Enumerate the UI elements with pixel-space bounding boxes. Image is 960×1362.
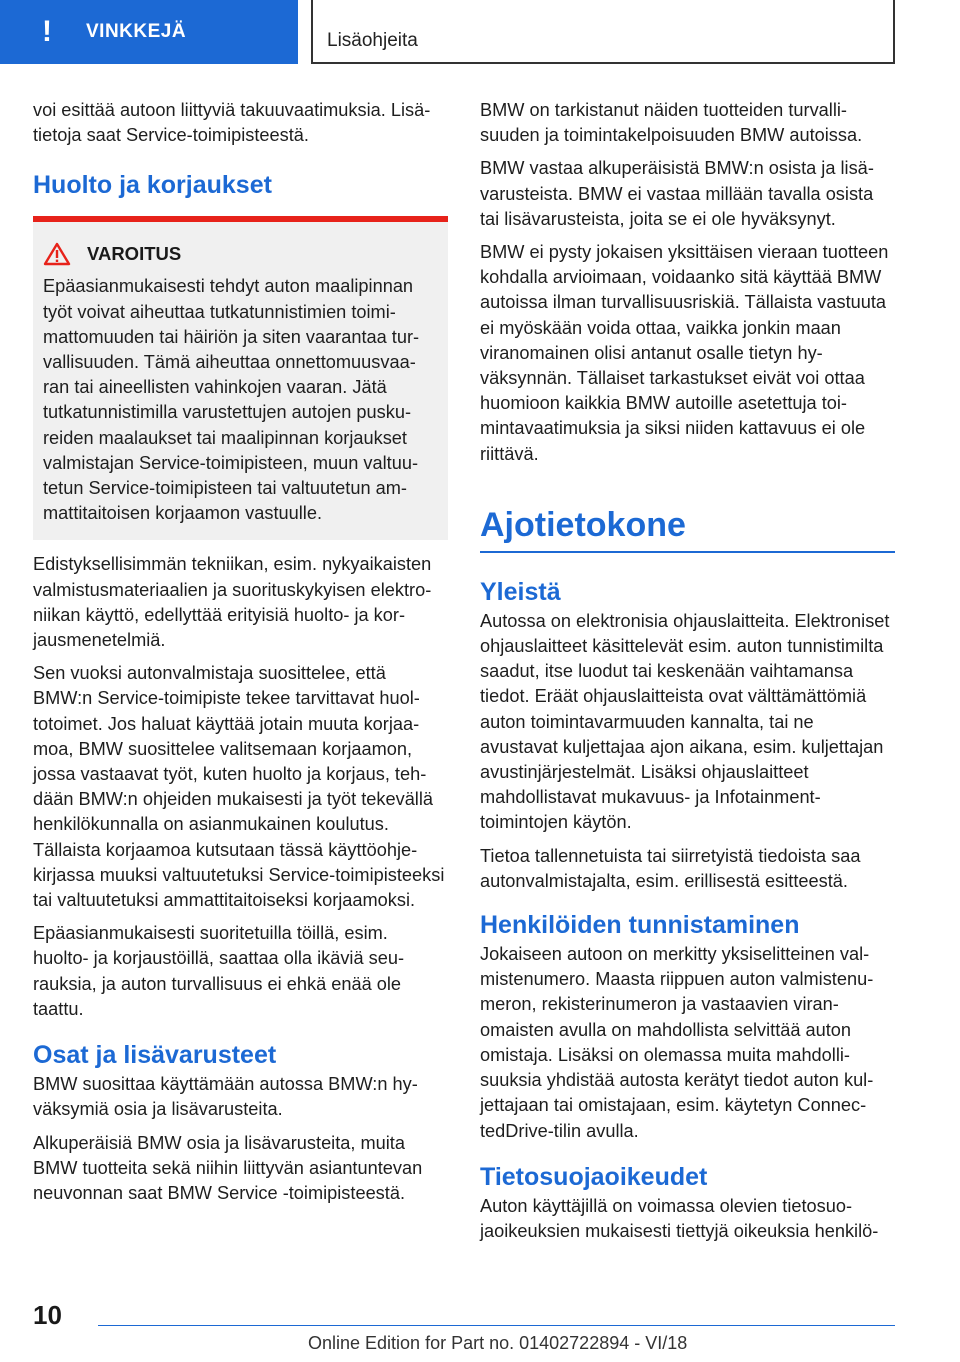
paragraph: BMW vastaa alkuperäisistä BMW:n osista ja lisävarusteista. BMW ei vastaa millään tavalla osista tai lisävarusteista, joita se ei ole hyväksynyt. [480, 158, 874, 229]
footer-edition: Online Edition for Part no. 01402722894 - VI/18 [308, 1333, 688, 1353]
footer-rule [98, 1325, 895, 1326]
paragraph: Edistyksellisimmän tekniikan, esim. nykyaikaisten valmistusmateriaalien ja suorituskykyisen elektroniikan käyttö, edellyttää erityisiä huolto- ja korjausmenetelmiä. [33, 554, 432, 651]
left-column [33, 98, 448, 1214]
paragraph: Autossa on elektronisia ohjauslaitteita. Elektroniset ohjauslaitteet käsittelevät esim. auton tunnistimilta saadut, itse luodut tai keskenään vaihtamansa tiedot. Eräät ohjauslaitteista ovat välttämättömiä auton toimintavarmuuden kannalta, tai ne avustavat kuljettajaa ajon aikana, esim. kuljettajan avustinjärjestelmät. Lisäksi ohjauslaitteet mahdollistavat mukavuus- ja Infotainment-toimintojen käytön. [480, 610, 890, 833]
heading-yleista: Yleistä [480, 577, 561, 606]
warning-triangle-icon [43, 242, 71, 266]
heading-ajotietokone: Ajotietokone [480, 505, 686, 544]
warning-title: VAROITUS [87, 243, 182, 265]
heading-huolto-ja-korjaukset: Huolto ja korjaukset [33, 171, 272, 200]
heading-osat-ja-lisavarusteet: Osat ja lisävarusteet [33, 1041, 277, 1070]
page-number: 10 [33, 1300, 62, 1330]
chapter-tab [0, 0, 298, 64]
chapter-tab-label: VINKKEJÄ [86, 21, 187, 42]
warning-header [43, 242, 434, 266]
warning-text: Epäasianmukaisesti tehdyt auton maalipinnan työt voivat aiheuttaa tutkatunnistimien toimimattomuuden tai häiriön ja siten vaarantaa turvallisuuden. Tämä aiheuttaa onnettomuusvaaran tai aineellisten vahinkojen vaaran. Jätä tutkatunnistimilla varustettujen autojen puskureiden maalaukset tai maalipinnan korjaukset valmistajan Service-toimipisteen, muun valtuutetun Service-toimipisteen tai valtuutetun ammattitaitoisen korjaamon vastuulle. [43, 276, 420, 524]
warning-box [33, 216, 448, 540]
paragraph: Epäasianmukaisesti suoritetuilla töillä, esim. huolto- ja korjaustöillä, saattaa olla ikäviä seurauksia, ja auton turvallisuus ei ehkä enää ole taattu. [33, 923, 405, 1019]
section-header-box [311, 0, 895, 64]
right-column [480, 98, 895, 1252]
tips-exclamation-icon: ! [42, 15, 52, 48]
intro-paragraph: voi esittää autoon liittyviä takuuvaatimuksia. Lisätietoja saat Service-toimipisteestä. [33, 100, 431, 146]
paragraph: Jokaiseen autoon on merkitty yksiselitteinen valmistenumero. Maasta riippuen auton valmistenumeron, rekisterinumeron ja vastaavien viranomaisten avulla on mahdollista selvittää auton omistaja. Lisäksi on olemassa muita mahdollisuuksia yhdistää autosta kerätyt tiedot auton kuljettajaan tai omistajaan, esim. käytetyn ConnectedDrive-tilin avulla. [480, 944, 874, 1141]
heading-rule [480, 551, 895, 553]
heading-tietosuojaoikeudet: Tietosuojaoikeudet [480, 1162, 708, 1191]
paragraph: Tietoa tallennetuista tai siirretyistä tiedoista saa autonvalmistajalta, esim. erillisestä esitteestä. [480, 845, 861, 891]
paragraph: BMW suosittaa käyttämään autossa BMW:n hyväksymiä osia ja lisävarusteita. [33, 1074, 418, 1120]
paragraph: BMW on tarkistanut näiden tuotteiden turvallisuuden ja toimintakelpoisuuden BMW autoissa. [480, 100, 863, 146]
paragraph: Alkuperäisiä BMW osia ja lisävarusteita, muita BMW tuotteita sekä niihin liittyvän asiantuntevan neuvonnan saat BMW Service -toimipisteestä. [33, 1132, 423, 1203]
section-header-label: Lisäohjeita [327, 30, 418, 51]
heading-henkiloiden-tunnistaminen: Henkilöiden tunnistaminen [480, 911, 800, 940]
paragraph: BMW ei pysty jokaisen yksittäisen vieraan tuotteen kohdalla arvioimaan, voidaanko sitä käyttää BMW autoissa ilman turvallisuusriskiä. Tällaista vastuuta ei myöskään voida ottaa, vaikka jonkin maan viranomainen olisi antanut osalle tietyn hyväksynnän. Tällaiset tarkastukset eivät voi ottaa huomioon kaikkia BMW autoille asetettuja toimintavaatimuksia ja siksi niiden kattavuus ei ole riittävä. [480, 242, 889, 464]
paragraph: Auton käyttäjillä on voimassa olevien tietosuojaoikeuksien mukaisesti tiettyjä oikeuksia henkilö- [480, 1195, 879, 1241]
paragraph: Sen vuoksi autonvalmistaja suosittelee, että BMW:n Service-toimipiste tekee tarvittavat huoltotoimet. Jos haluat käyttää jotain muuta korjaamoa, BMW suosittelee valitsemaan korjaamon, jossa vastaavat työt, kuten huolto ja korjaus, tehdään BMW:n ohjeiden mukaisesti ja työt tekevällä henkilökunnalla on asianmukainen koulutus. Tällaista korjaamoa kutsutaan tässä käyttöohjekirjassa muuksi valtuutetuksi Service-toimipisteeksi tai valtuutetuksi ammattitaitoiseksi korjaamoksi. [33, 663, 445, 911]
